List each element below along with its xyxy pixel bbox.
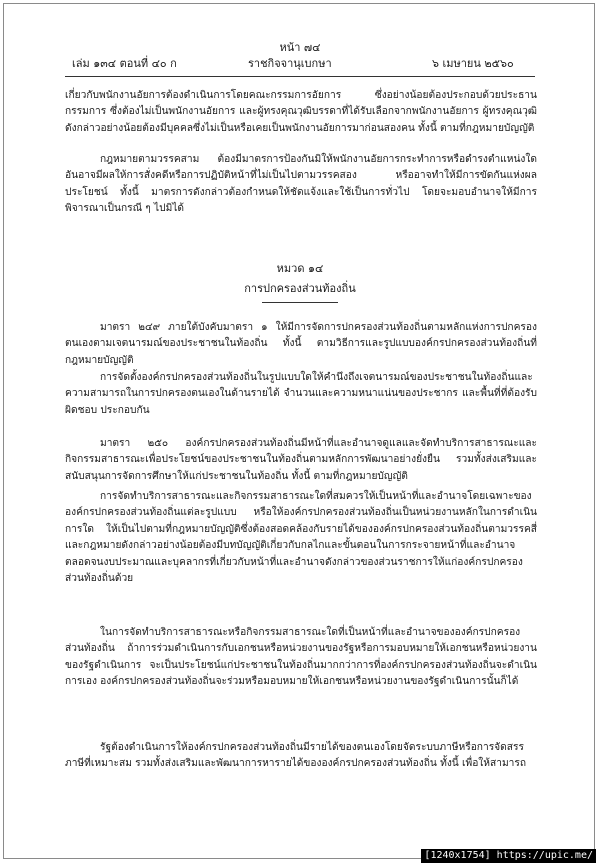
publication-name: ราชกิจจานุเบกษา [248,57,332,70]
header-divider [65,76,535,77]
paragraph-continuation: เกี่ยวกับพนักงานอัยการต้องดำเนินการโดยคณะกรรมการอัยการ ซึ่งอย่างน้อยต้องประกอบด้วยประธานกรรมการ ซึ่งต้องไม่เป็นพนักงานอัยการ และผู้ทรงคุณวุฒิบรรดาที่ได้รับเลือกจากพนักงานอัยการ ผู้ทรงคุณวุฒิดังกล่าวอย่างน้อยต้องมีบุคคลซึ่งไม่เป็นหรือเคยเป็นพนักงานอัยการมาก่อนสองคน ทั้งนี้ ตามที่กฎหมายบัญญัติ [65,90,537,134]
paragraph: การจัดทำบริการสาธารณะและกิจกรรมสาธารณะใดที่สมควรให้เป็นหน้าที่และอำนาจโดยเฉพาะขององค์กรปกครองส่วนท้องถิ่นแต่ละรูปแบบ หรือให้องค์กรปกครองส่วนท้องถิ่นเป็นหน่วยงานหลักในการดำเนินการใด ให้เป็นไปตามที่กฎหมายบัญญัติซึ่งต้องสอดคล้องกับรายได้ขององค์กรปกครองส่วนท้องถิ่นตามวรรคสี่ และกฎหมายดังกล่าวอย่างน้อยต้องมีบทบัญญัติเกี่ยวกับกลไกและขั้นตอนในการกระจายหน้าที่และอำนาจ ตลอดจนงบประมาณและบุคลากรที่เกี่ยวกับหน้าที่และอำนาจดังกล่าวของส่วนราชการให้แก่องค์กรปกครองส่วนท้องถิ่นด้วย [65,491,537,585]
chapter-title: การปกครองส่วนท้องถิ่น [244,282,356,295]
image-source-tag: [1240x1754] https://upic.me/ [421,849,596,863]
page-number: หน้า ๗๔ [279,41,321,54]
paragraph: ในการจัดทำบริการสาธารณะหรือกิจกรรมสาธารณะใดที่เป็นหน้าที่และอำนาจขององค์กรปกครองส่วนท้องถิ่น ถ้าการร่วมดำเนินการกับเอกชนหรือหน่วยงานของรัฐหรือการมอบหมายให้เอกชนหรือหน่วยงานของรัฐดำเนินการ จะเป็นประโยชน์แก่ประชาชนในท้องถิ่นมากกว่าการที่องค์กรปกครองส่วนท้องถิ่นจะดำเนินการเอง องค์กรปกครองส่วนท้องถิ่นจะร่วมหรือมอบหมายให้เอกชนหรือหน่วยงานของรัฐดำเนินการนั้นก็ได้ [65,627,537,688]
chapter-divider [262,302,338,303]
section-250: มาตรา ๒๕๐ องค์กรปกครองส่วนท้องถิ่นมีหน้าที่และอำนาจดูแลและจัดทำบริการสาธารณะและกิจกรรมสาธารณะเพื่อประโยชน์ของประชาชนในท้องถิ่นตามหลักการพัฒนาอย่างยั่งยืน รวมทั้งส่งเสริมและสนับสนุนการจัดการศึกษาให้แก่ประชาชนในท้องถิ่น ทั้งนี้ ตามที่กฎหมายบัญญัติ [65,438,537,482]
volume-issue: เล่ม ๑๓๔ ตอนที่ ๔๐ ก [72,57,177,70]
chapter-number: หมวด ๑๔ [276,262,324,275]
section-249: มาตรา ๒๔๙ ภายใต้บังคับมาตรา ๑ ให้มีการจัดการปกครองส่วนท้องถิ่นตามหลักแห่งการปกครองตนเองตามเจตนารมณ์ของประชาชนในท้องถิ่น ทั้งนี้ ตามวิธีการและรูปแบบองค์กรปกครองส่วนท้องถิ่นที่กฎหมายบัญญัติ [65,322,537,366]
paragraph: กฎหมายตามวรรคสาม ต้องมีมาตรการป้องกันมิให้พนักงานอัยการกระทำการหรือดำรงตำแหน่งใด อันอาจมีผลให้การสั่งคดีหรือการปฏิบัติหน้าที่ไม่เป็นไปตามวรรคสอง หรืออาจทำให้มีการขัดกันแห่งผลประโยชน์ ทั้งนี้ มาตรการดังกล่าวต้องกำหนดให้ชัดแจ้งและใช้เป็นการทั่วไป โดยจะมอบอำนาจให้มีการพิจารณาเป็นกรณี ๆ ไปมิได้ [65,154,537,215]
publication-date: ๖ เมษายน ๒๕๖๐ [432,57,514,70]
paragraph: การจัดตั้งองค์กรปกครองส่วนท้องถิ่นในรูปแบบใดให้คำนึงถึงเจตนารมณ์ของประชาชนในท้องถิ่นและความสามารถในการปกครองตนเองในด้านรายได้ จำนวนและความหนาแน่นของประชากร และพื้นที่ที่ต้องรับผิดชอบ ประกอบกัน [65,372,537,416]
paragraph: รัฐต้องดำเนินการให้องค์กรปกครองส่วนท้องถิ่นมีรายได้ของตนเองโดยจัดระบบภาษีหรือการจัดสรรภาษีที่เหมาะสม รวมทั้งส่งเสริมและพัฒนาการหารายได้ขององค์กรปกครองส่วนท้องถิ่น ทั้งนี้ เพื่อให้สามารถ [65,742,527,770]
